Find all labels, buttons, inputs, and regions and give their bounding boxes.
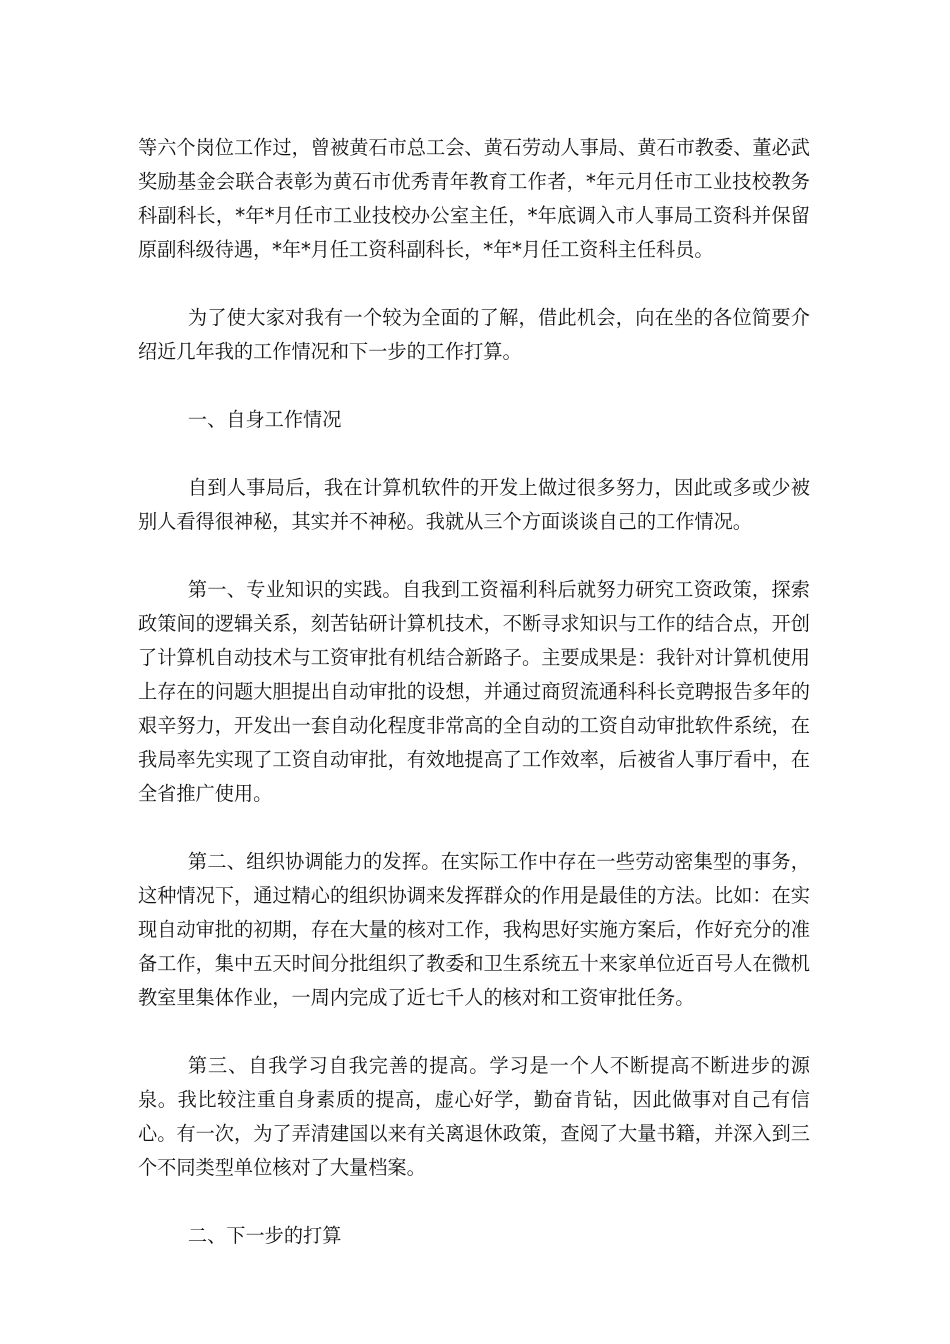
section-heading-work-situation: 一、自身工作情况: [187, 408, 342, 431]
paragraph-career-history: 等六个岗位工作过，曾被黄石市总工会、黄石劳动人事局、黄石市教委、董必武奖励基金会联合表彰为黄石市优秀青年教育工作者，*年元月任市工业技校教务科副科长，*年*月任市工业技校办公室主任，*年底调入市人事局工资科并保留原副科级待遇，*年*月任工资科副科长，*年*月任工资科主任科员。: [138, 136, 810, 261]
document-body: [138, 131, 810, 1253]
paragraph-point-one-expertise: 第一、专业知识的实践。自我到工资福利科后就努力研究工资政策，探索政策间的逻辑关系，刻苦钻研计算机技术，不断寻求知识与工作的结合点，开创了计算机自动技术与工资审批有机结合新路子。主要成果是：我针对计算机使用上存在的问题大胆提出自动审批的设想，并通过商贸流通科科长竞聘报告多年的艰辛努力，开发出一套自动化程度非常高的全自动的工资自动审批软件系统，在我局率先实现了工资自动审批，有效地提高了工作效率，后被省人事厅看中，在全省推广使用。: [138, 578, 810, 805]
paragraph-introduction: 为了使大家对我有一个较为全面的了解，借此机会，向在坐的各位简要介绍近几年我的工作情况和下一步的工作打算。: [138, 306, 810, 363]
paragraph-point-two-coordination: 第二、组织协调能力的发挥。在实际工作中存在一些劳动密集型的事务，这种情况下，通过精心的组织协调来发挥群众的作用是最佳的方法。比如：在实现自动审批的初期，存在大量的核对工作，我构思好实施方案后，作好充分的准备工作，集中五天时间分批组织了教委和卫生系统五十来家单位近百号人在微机教室里集体作业，一周内完成了近七千人的核对和工资审批任务。: [138, 850, 810, 1009]
paragraph-software-development: 自到人事局后，我在计算机软件的开发上做过很多努力，因此或多或少被别人看得很神秘，其实并不神秘。我就从三个方面谈谈自己的工作情况。: [138, 476, 810, 533]
section-heading-next-steps: 二、下一步的打算: [187, 1224, 342, 1247]
paragraph-point-three-learning: 第三、自我学习自我完善的提高。学习是一个人不断提高不断进步的源泉。我比较注重自身素质的提高，虚心好学，勤奋肯钻，因此做事对自己有信心。有一次，为了弄清建国以来有关离退休政策，查阅了大量书籍，并深入到三个不同类型单位核对了大量档案。: [138, 1054, 810, 1179]
